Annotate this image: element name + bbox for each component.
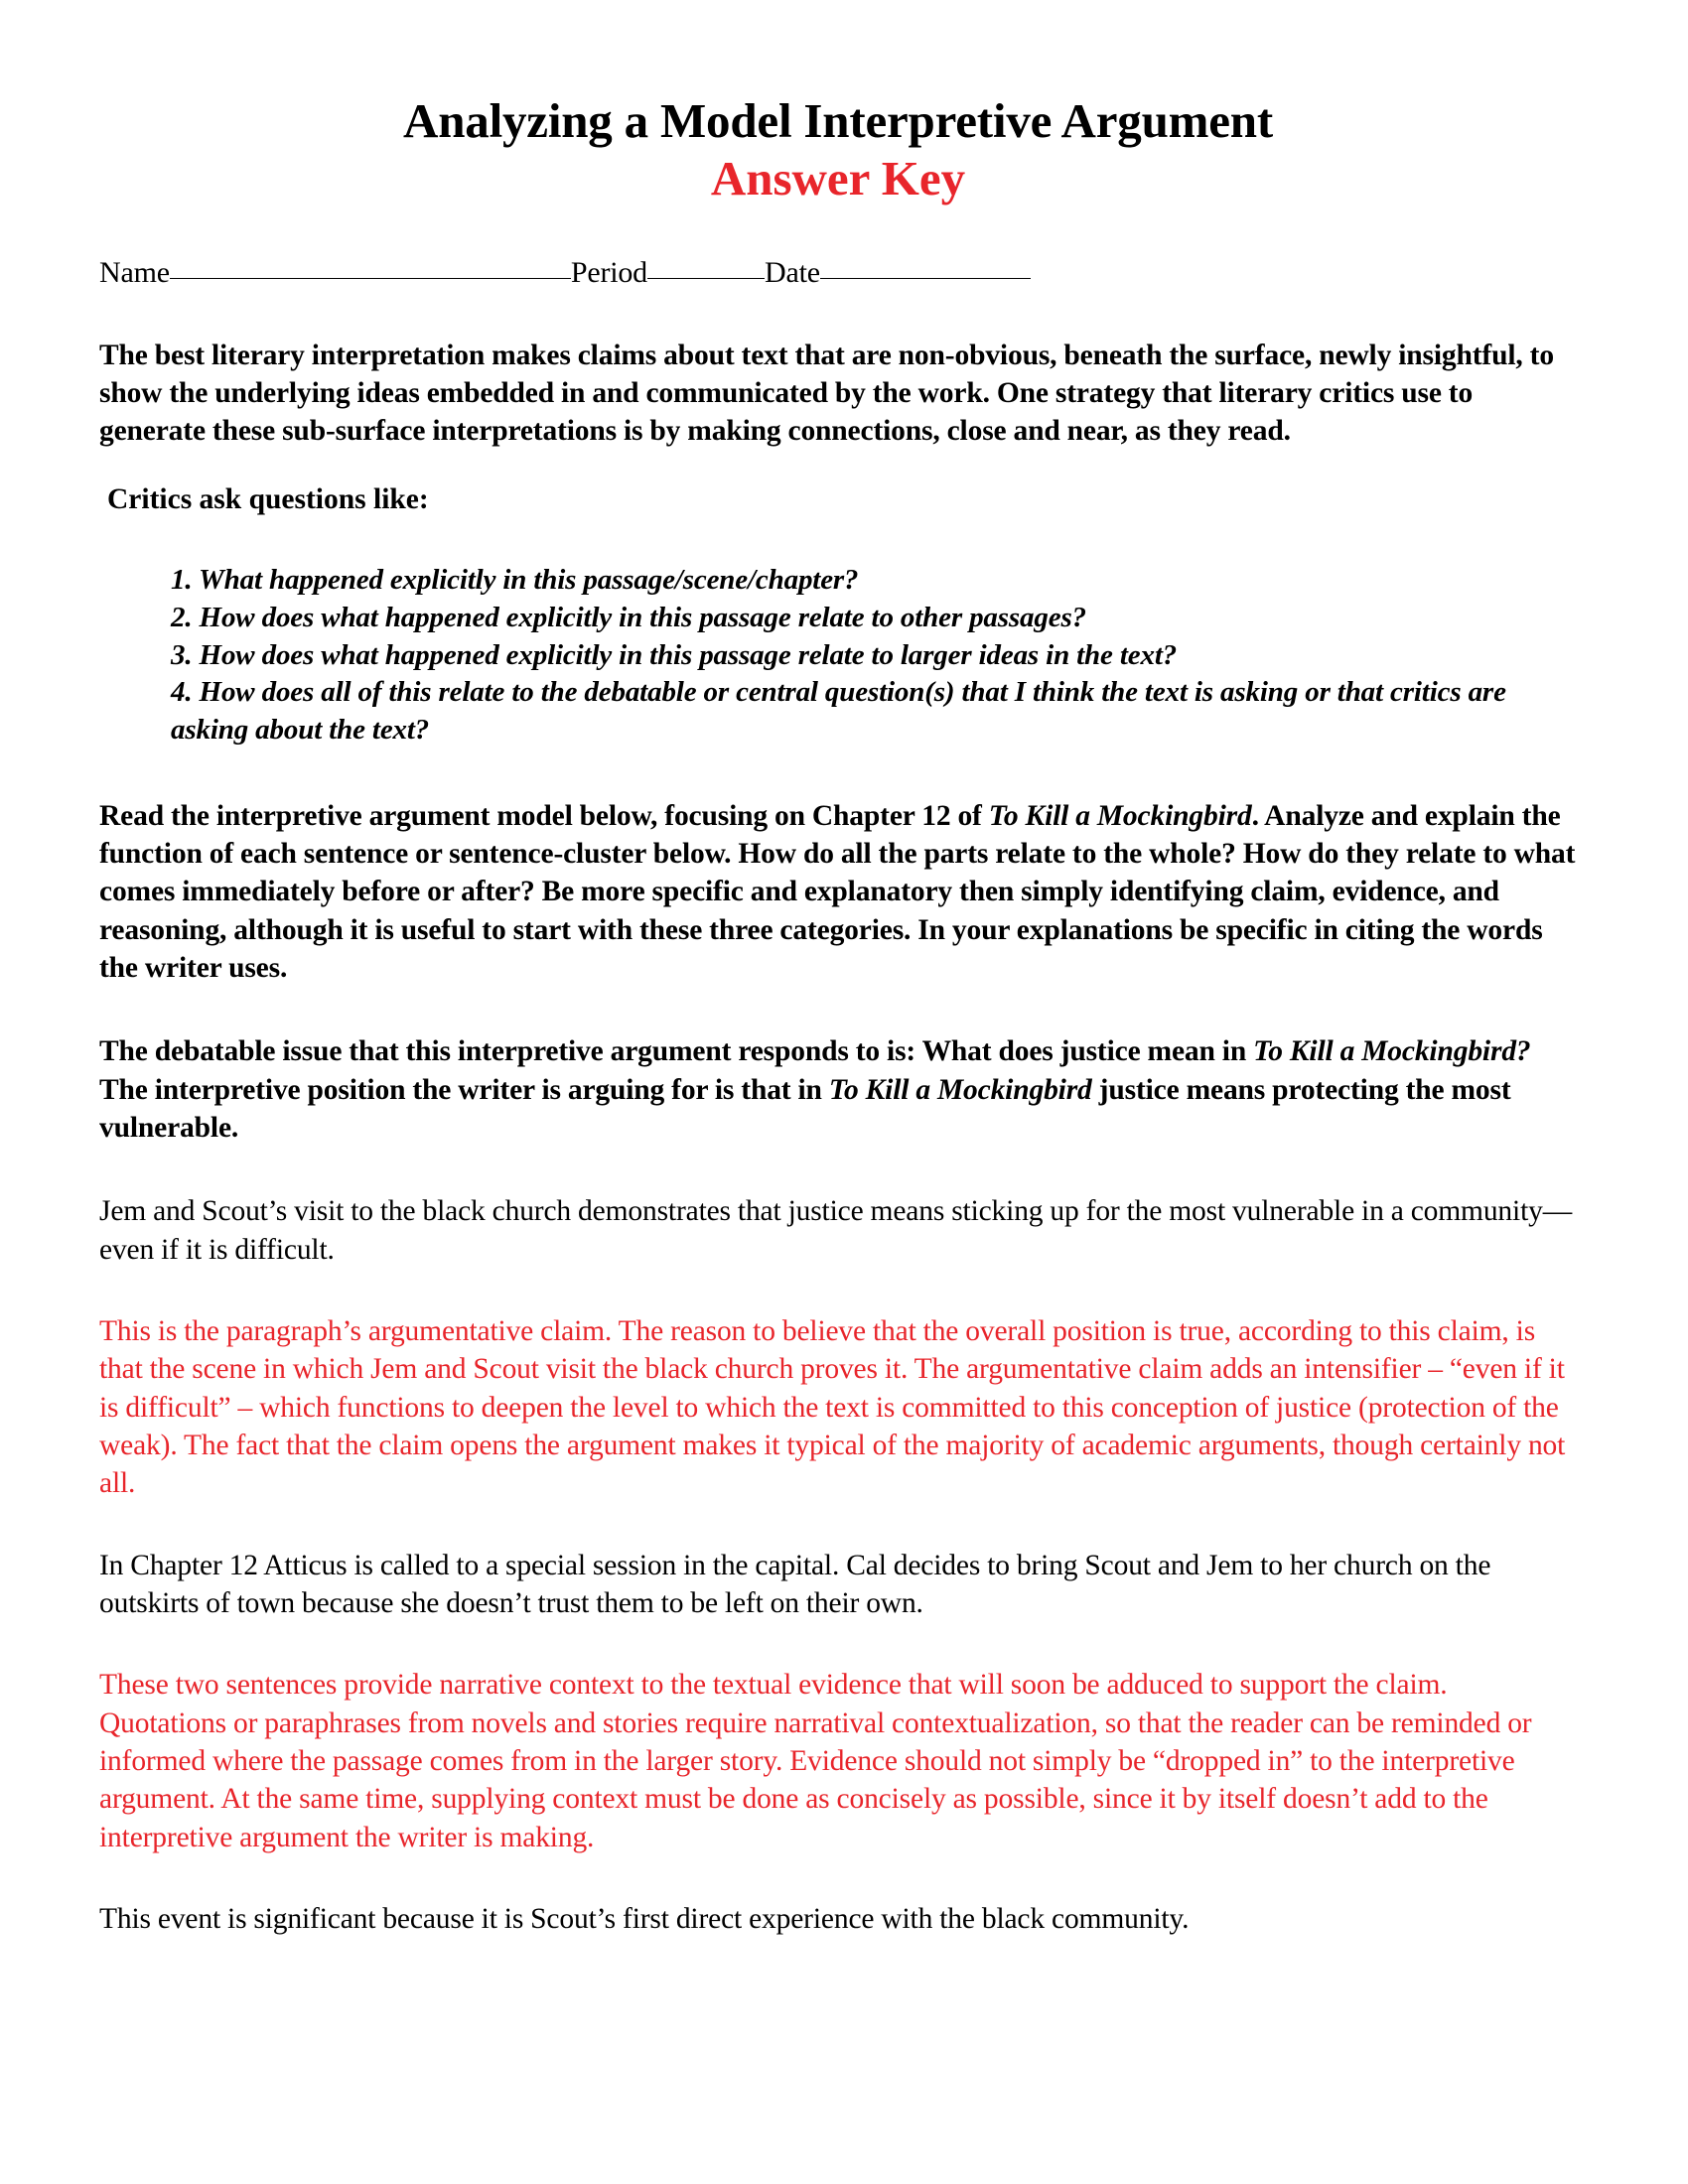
name-period-date-row xyxy=(99,255,1577,291)
model-sentence-significance: This event is significant because it is Scout’s first direct experience with the black community. xyxy=(99,1903,1190,1936)
question-text: 4. How does all of this relate to the debatable or central question(s) that I think the text is asking or that critics are asking about the text? xyxy=(171,676,1506,746)
debatable-text-3: justice means protecting the most vulnerable. xyxy=(99,1073,1511,1145)
model-sentence-claim: Jem and Scout’s visit to the black church demonstrates that justice means sticking up for the most vulnerable in a community—even if it is difficult. xyxy=(99,1195,1573,1266)
critic-questions-list xyxy=(99,562,1577,749)
question-text: 1. What happened explicitly in this passage/scene/chapter? xyxy=(171,564,859,597)
intro-paragraph: The best literary interpretation makes claims about text that are non-obvious, beneath the surface, newly insightful, to show the underlying ideas embedded in and communicated by the work. One strategy that literary critics use to generate these sub-surface interpretations is by making connections, close and near, as they read. xyxy=(99,339,1554,448)
period-label: Period xyxy=(570,255,647,289)
debatable-text-1: The debatable issue that this interpretive argument responds to is: What does justice mean in xyxy=(99,1035,1254,1068)
annotation-claim: This is the paragraph’s argumentative claim. The reason to believe that the overall position is true, according to this claim, is that the scene in which Jem and Scout visit the black church proves it. The argumentative claim adds an intensifier – “even if it is difficult” – which functions to deepen the level to which the text is committed to this conception of justice (protection of the weak). The fact that the claim opens the argument makes it typical of the majority of academic arguments, though certainly not all. xyxy=(99,1315,1566,1500)
debatable-issue-paragraph xyxy=(99,1032,1577,1147)
model-sentence-context: In Chapter 12 Atticus is called to a special session in the capital. Cal decides to bring Scout and Jem to her church on the outskirts of town because she doesn’t trust them to be left on their own. xyxy=(99,1549,1491,1620)
debatable-text-2: The interpretive position the writer is arguing for is that in xyxy=(99,1073,829,1106)
list-item xyxy=(171,600,1577,637)
question-text: 3. How does what happened explicitly in this passage relate to larger ideas in the text? xyxy=(171,638,1178,671)
book-title-italic: To Kill a Mockingbird xyxy=(828,1073,1092,1106)
name-input-rule[interactable] xyxy=(170,278,571,279)
question-text: 2. How does what happened explicitly in this passage relate to other passages? xyxy=(171,601,1086,633)
answer-key-subtitle: Answer Key xyxy=(710,150,966,205)
list-item xyxy=(171,637,1577,675)
title-block xyxy=(99,95,1577,205)
page-title: Analyzing a Model Interpretive Argument xyxy=(403,93,1273,148)
name-label: Name xyxy=(99,255,170,289)
critics-questions-heading: Critics ask questions like: xyxy=(107,482,429,515)
period-input-rule[interactable] xyxy=(647,278,765,279)
list-item xyxy=(171,562,1577,600)
annotation-context: These two sentences provide narrative context to the textual evidence that will soon be adduced to support the claim. Quotations or paraphrases from novels and stories require narratival contextualization, so that the reader can be reminded or informed where the passage comes from in the larger story. Evidence should not simply be “dropped in” to the interpretive argument. At the same time, supplying context must be done as concisely as possible, since it by itself doesn’t add to the interpretive argument the writer is making. xyxy=(99,1669,1532,1853)
date-label: Date xyxy=(764,255,820,289)
instructions-text-before: Read the interpretive argument model below, focusing on Chapter 12 of xyxy=(99,799,989,832)
instructions-paragraph xyxy=(99,797,1577,988)
list-item xyxy=(171,674,1577,749)
book-title-italic: To Kill a Mockingbird xyxy=(988,799,1252,832)
book-title-italic: To Kill a Mockingbird? xyxy=(1253,1035,1531,1068)
instructions-text-after: . Analyze and explain the function of each sentence or sentence-cluster below. How do all the parts relate to the whole? How do they relate to what comes immediately before or after? Be more specific and explanatory then simply identifying claim, evidence, and reasoning, although it is useful to start with these three categories. In your explanations be specific in citing the words the writer uses. xyxy=(99,799,1576,984)
date-input-rule[interactable] xyxy=(820,278,1031,279)
